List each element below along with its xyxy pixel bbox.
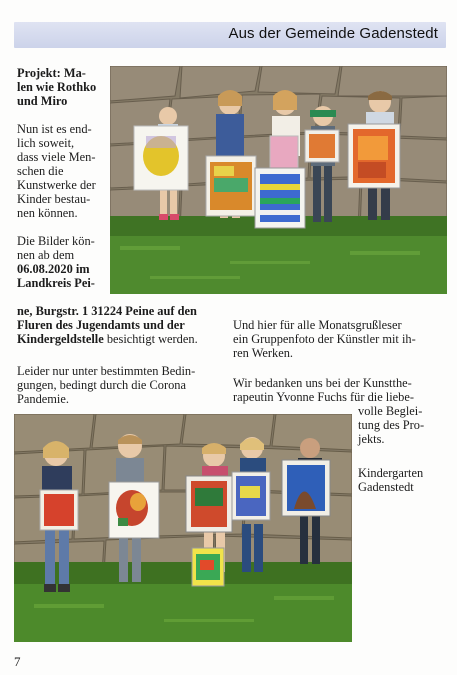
text-line: nen können. <box>17 206 78 220</box>
text-line: schen die <box>17 164 64 178</box>
limit-paragraph <box>17 364 242 406</box>
signature-line: Gadenstedt <box>358 480 414 494</box>
article-title-line: und Miro <box>17 94 68 108</box>
signature-line: Kindergarten <box>358 466 424 480</box>
exhibit-place-line: ne, Burgstr. 1 31224 Peine auf den <box>17 304 197 318</box>
signature <box>358 466 448 494</box>
header-bar <box>14 22 446 48</box>
text-line: lich soweit, <box>17 136 75 150</box>
text-line: Kinder bestau- <box>17 192 91 206</box>
exhibit-place-line: Fluren des Jugendamts und der <box>17 318 185 332</box>
intro-paragraph <box>17 122 109 220</box>
exhibit-date: 06.08.2020 im <box>17 262 90 276</box>
text-line: dass viele Men- <box>17 150 96 164</box>
exhibit-end: besichtigt werden. <box>103 332 198 346</box>
text-line: ren Werken. <box>233 346 294 360</box>
section-title: Aus der Gemeinde Gadenstedt <box>228 25 438 42</box>
article-title-line: len wie Rothko <box>17 80 97 94</box>
text-line: nen ab dem <box>17 248 75 262</box>
exhibit-place-line: Kindergeldstelle <box>17 332 104 346</box>
text-line: Und hier für alle Monatsgrußleser <box>233 318 402 332</box>
text-line: rapeutin Yvonne Fuchs für die liebe- <box>233 390 415 404</box>
text-line: gungen, bedingt durch die Corona <box>17 378 186 392</box>
text-line: Pandemie. <box>17 392 69 406</box>
exhibit-paragraph-start <box>17 234 109 290</box>
text-line: Kunstwerke der <box>17 178 96 192</box>
exhibit-place-line: Landkreis Pei- <box>17 276 95 290</box>
text-line: jekts. <box>358 432 385 446</box>
photo-top <box>110 66 447 294</box>
text-line: volle Beglei- <box>358 404 423 418</box>
text-line: Nun ist es end- <box>17 122 92 136</box>
thanks-paragraph-bottom <box>358 404 448 446</box>
exhibit-paragraph-continued <box>17 304 242 346</box>
text-line: Die Bilder kön- <box>17 234 95 248</box>
photo-bottom <box>14 414 352 642</box>
page-number: 7 <box>14 654 21 669</box>
article-narrow-column <box>17 66 109 290</box>
thanks-paragraph-top <box>233 376 443 404</box>
text-line: ein Gruppenfoto der Künstler mit ih- <box>233 332 416 346</box>
text-line: tung des Pro- <box>358 418 425 432</box>
article-title <box>17 66 109 108</box>
text-line: Wir bedanken uns bei der Kunstthe- <box>233 376 412 390</box>
text-line: Leider nur unter bestimmten Bedin- <box>17 364 196 378</box>
group-photo-paragraph <box>233 318 443 360</box>
article-title-line: Projekt: Ma- <box>17 66 86 80</box>
